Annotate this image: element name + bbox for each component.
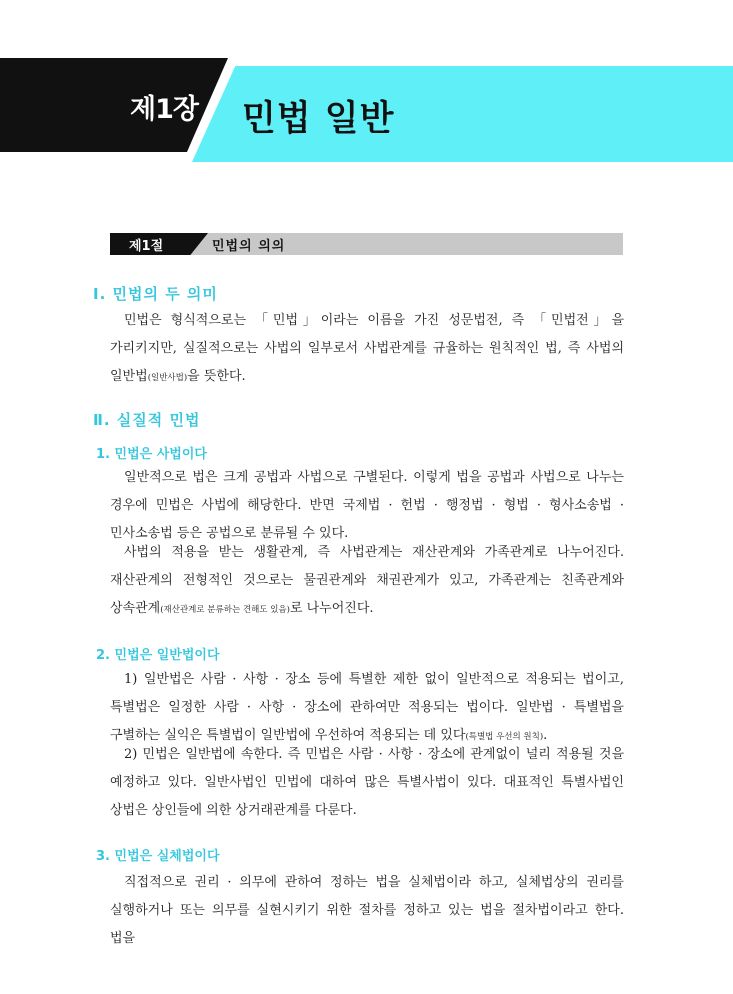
- paragraph-sub3-1: 직접적으로 권리 · 의무에 관하여 정하는 법을 실체법이라 하고, 실체법상의 권리를 실행하거나 또는 의무를 실현시키기 위한 절차를 정하고 있는 법을 절차법이라고 한다. 법을: [110, 875, 624, 946]
- part1-text-end: 을 뜻한다.: [187, 369, 246, 384]
- paragraph-sub1-2: [110, 539, 624, 624]
- section-title: 민법의 의의: [212, 239, 286, 254]
- chapter-title: 민법 일반: [242, 99, 395, 139]
- sub1-p2-text-end: 로 나누어진다.: [289, 601, 374, 616]
- sub2-p1-small-note: (특별법 우선의 원칙): [465, 732, 544, 742]
- sub1-p2-text: 사법의 적용을 받는 생활관계, 즉 사법관계는 재산관계와 가족관계로 나누어진다. 재산관계의 전형적인 것으로는 물권관계와 채권관계가 있고, 가족관계는 친족관계와 상속관계: [110, 545, 624, 616]
- chapter-number: 제1장: [130, 94, 198, 125]
- heading-part2: Ⅱ. 실질적 민법: [93, 411, 201, 429]
- part1-text: 민법은 형식적으로는 「민법」이라는 이름을 가진 성문법전, 즉 「민법전」을 가리키지만, 실질적으로는 사법의 일부로서 사법관계를 규율하는 원칙적인 법, 즉 사법의 일반법: [110, 313, 624, 384]
- paragraph-sub2-2: 2) 민법은 일반법에 속한다. 즉 민법은 사람 · 사항 · 장소에 관계없이 널리 적용될 것을 예정하고 있다. 일반사법인 민법에 대하여 많은 특별사법이 있다. 대표적인 특별사법인 상법은 상인들에 의한 상거래관계를 다룬다.: [110, 747, 624, 818]
- heading-part1: Ⅰ. 민법의 두 의미: [93, 285, 218, 303]
- sub2-p1-text-end: .: [543, 728, 548, 743]
- paragraph-part1: [110, 307, 624, 392]
- heading-sub1: 1. 민법은 사법이다: [96, 447, 207, 462]
- paragraph-sub2-1: [110, 666, 624, 751]
- heading-sub3: 3. 민법은 실체법이다: [96, 849, 220, 864]
- sub1-p2-small-note: (재산관계로 분류하는 견해도 있음): [160, 605, 290, 615]
- sub2-p1-text: 1) 일반법은 사람 · 사항 · 장소 등에 특별한 제한 없이 일반적으로 적용되는 법이고, 특별법은 일정한 사람 · 사항 · 장소에 관하여만 적용되는 법이다. 일반법 · 특별법을 구별하는 실익은 특별법이 일반법에 우선하여 적용되는 데 있다: [110, 672, 624, 743]
- part1-small-note: (일반사법): [147, 373, 188, 383]
- heading-sub2: 2. 민법은 일반법이다: [96, 648, 220, 663]
- paragraph-sub1-1: 일반적으로 법은 크게 공법과 사법으로 구별된다. 이렇게 법을 공법과 사법으로 나누는 경우에 민법은 사법에 해당한다. 반면 국제법 · 헌법 · 행정법 · 형법 · 형사소송법 · 민사소송법 등은 공법으로 분류될 수 있다.: [110, 470, 624, 541]
- section-number: 제1절: [129, 239, 164, 254]
